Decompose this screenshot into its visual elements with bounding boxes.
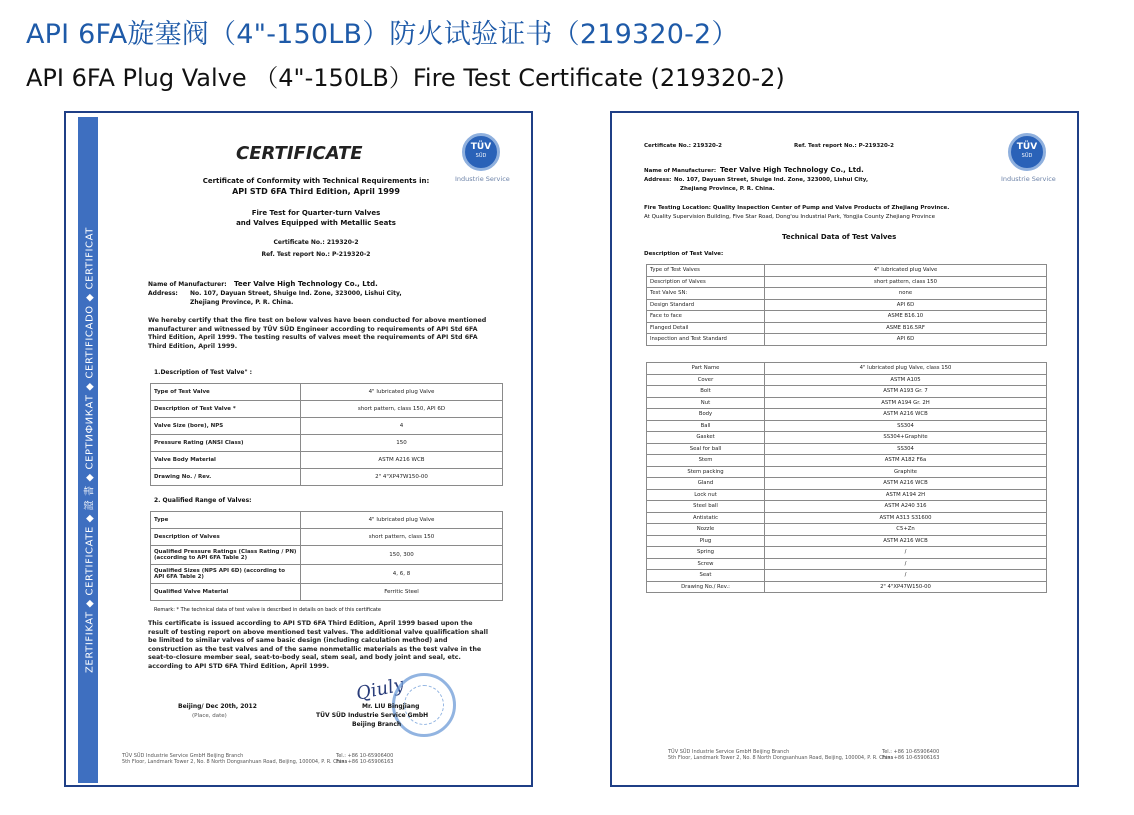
row-value: ASME B16.5RF <box>765 322 1047 334</box>
row-value: / <box>765 547 1047 559</box>
signer-organization: TÜV SÜD Industrie Service GmbH <box>316 712 429 719</box>
row-label: Flanged Detail <box>647 322 765 334</box>
certificate-side-band <box>78 117 98 783</box>
row-value: ASTM A240 316 <box>765 501 1047 513</box>
row-value: short pattern, class 150, API 6D <box>301 401 503 418</box>
handwritten-signature: Qiuly <box>354 674 406 705</box>
tuv-logo-text: TÜV <box>1016 142 1038 152</box>
table-row <box>151 584 503 601</box>
row-value: ASTM A216 WCB <box>765 478 1047 490</box>
table-row <box>151 384 503 401</box>
tuv-logo-text: TÜV <box>470 142 492 152</box>
section-1-title: 1.Description of Test Valve" : <box>154 369 253 376</box>
certify-statement: We hereby certify that the fire test on below valves have been conducted for above mentioned manufacturer and witnessed by TÜV SÜD Engineer according to requirements of API Std 6FA Third Edition, April 1999. The testing results of valves meet the requirements of API Std 6FA Third Edition, April 1999. <box>148 317 487 350</box>
manufacturer-name: Teer Valve High Technology Co., Ltd. <box>234 280 378 288</box>
row-label: Qualified Valve Material <box>151 584 301 601</box>
row-value: ASTM A216 WCB <box>765 535 1047 547</box>
row-label: Description of Valves <box>151 529 301 546</box>
row-value: 2" 4"XP47W150-00 <box>765 581 1047 593</box>
table-row <box>647 409 1047 421</box>
row-label: Stem <box>647 455 765 467</box>
table-row <box>647 570 1047 582</box>
tuv-logo-small: SÜD <box>475 153 487 159</box>
row-label: Bolt <box>647 386 765 398</box>
page-title-chinese: API 6FA旋塞阀（4"-150LB）防火试验证书（219320-2） <box>26 19 739 50</box>
row-label: Stem packing <box>647 466 765 478</box>
row-label: Face to face <box>647 311 765 323</box>
table-row <box>647 299 1047 311</box>
row-value: 150, 300 <box>301 546 503 565</box>
row-label: Type of Test Valve <box>151 384 301 401</box>
row-label: Screw <box>647 558 765 570</box>
table-row <box>647 397 1047 409</box>
footer-contact: Tel.: +86 10-65906400 Fax: +86 10-65906163 <box>336 753 394 765</box>
row-value: 4" lubricated plug Valve <box>301 512 503 529</box>
address-label: Address: <box>644 177 672 183</box>
table-row <box>647 420 1047 432</box>
row-value: ASTM A105 <box>765 374 1047 386</box>
table-row <box>647 265 1047 277</box>
section-2-title: 2. Qualified Range of Valves: <box>154 497 252 504</box>
row-value: none <box>765 288 1047 300</box>
row-label: Valve Size (bore), NPS <box>151 418 301 435</box>
parts-materials-table <box>646 362 1047 593</box>
table-row <box>647 443 1047 455</box>
row-value: 2" 4"XP47W150-00 <box>301 469 503 486</box>
test-valve-technical-table <box>646 264 1047 346</box>
ref-test-report-number: Ref. Test report No.: P-219320-2 <box>794 143 894 149</box>
place-date-label: (Place, date) <box>192 713 227 719</box>
address-line-1: No. 107, Dayuan Street, Shuige Ind. Zone, 323000, Lishui City, <box>190 290 402 297</box>
row-value: ASME B16.10 <box>765 311 1047 323</box>
technical-data-title: Technical Data of Test Valves <box>782 233 897 241</box>
qualified-range-table <box>150 511 503 601</box>
row-value: ASTM A193 Gr. 7 <box>765 386 1047 398</box>
table-row <box>151 401 503 418</box>
row-label: Type <box>151 512 301 529</box>
row-label: Type of Test Valves <box>647 265 765 277</box>
row-value: 4" lubricated plug Valve <box>301 384 503 401</box>
tuv-subtitle: Industrie Service <box>1001 175 1056 183</box>
remark-note: Remark: * The technical data of test valve is described in details on back of this certificate <box>154 607 381 613</box>
row-label: Body <box>647 409 765 421</box>
row-value: SS304 <box>765 443 1047 455</box>
row-value: / <box>765 570 1047 582</box>
row-label: Part Name <box>647 363 765 375</box>
row-label: Steel ball <box>647 501 765 513</box>
tuv-logo-small: SÜD <box>1021 153 1033 159</box>
address-label: Address: <box>148 290 178 297</box>
table-row <box>151 469 503 486</box>
row-label: Ball <box>647 420 765 432</box>
certificate-number: Certificate No.: 219320-2 <box>273 239 359 246</box>
row-label: Seat <box>647 570 765 582</box>
ref-test-report-number: Ref. Test report No.: P-219320-2 <box>261 251 371 258</box>
table-row <box>151 546 503 565</box>
row-value: ASTM A216 WCB <box>301 452 503 469</box>
fire-testing-location: Fire Testing Location: Quality Inspection Center of Pump and Valve Products of Zhejiang Province. <box>644 205 950 211</box>
row-value: 4, 6, 8 <box>301 565 503 584</box>
row-label: Drawing No. / Rev. <box>151 469 301 486</box>
certificate-number: Certificate No.: 219320-2 <box>644 143 722 149</box>
table-row <box>151 565 503 584</box>
row-label: Seal for ball <box>647 443 765 455</box>
signer-name: Mr. LIU Bingjiang <box>362 703 420 710</box>
test-valve-description-table <box>150 383 503 486</box>
table-row <box>647 386 1047 398</box>
tuv-subtitle: Industrie Service <box>455 175 510 183</box>
table-row <box>647 334 1047 346</box>
page-title-english: API 6FA Plug Valve （4"-150LB）Fire Test Certificate (219320-2) <box>26 64 785 92</box>
row-value: SS304 <box>765 420 1047 432</box>
table-row <box>647 558 1047 570</box>
manufacturer-name: Teer Valve High Technology Co., Ltd. <box>720 166 864 174</box>
table-row <box>647 512 1047 524</box>
row-label: Test Valve SN: <box>647 288 765 300</box>
row-label: Gasket <box>647 432 765 444</box>
row-value: API 6D <box>765 299 1047 311</box>
row-label: Valve Body Material <box>151 452 301 469</box>
row-value: ASTM A216 WCB <box>765 409 1047 421</box>
row-label: Antistatic <box>647 512 765 524</box>
row-label: Qualified Sizes (NPS API 6D) (according to API 6FA Table 2) <box>151 565 301 584</box>
certificate-title: CERTIFICATE <box>236 143 363 164</box>
table-row <box>647 478 1047 490</box>
row-label: Drawing No./ Rev.: <box>647 581 765 593</box>
fire-testing-address: At Quality Supervision Building, Five Star Road, Dong'ou Industrial Park, Yongjia County Zhejiang Province <box>644 214 935 220</box>
address-line-2: Zhejiang Province, P. R. China. <box>680 186 775 192</box>
table-row <box>151 435 503 452</box>
row-label: Nut <box>647 397 765 409</box>
row-label: Description of Valves <box>647 276 765 288</box>
row-label: Description of Test Valve * <box>151 401 301 418</box>
row-value: 150 <box>301 435 503 452</box>
row-label: Cover <box>647 374 765 386</box>
row-label: Qualified Pressure Ratings (Class Rating / PN) (according to API 6FA Table 2) <box>151 546 301 565</box>
footer-contact: Tel.: +86 10-65906400 Fax: +86 10-65906163 <box>882 749 940 761</box>
row-value: short pattern, class 150 <box>301 529 503 546</box>
table-row <box>647 535 1047 547</box>
footer-address: TÜV SÜD Industrie Service GmbH Beijing Branch 5th Floor, Landmark Tower 2, No. 8 North Dongsanhuan Road, Beijing, 100004, P. R. China <box>668 749 894 761</box>
table-row <box>647 501 1047 513</box>
table-row <box>647 322 1047 334</box>
row-value: C5+Zn <box>765 524 1047 536</box>
row-value: ASTM A194 2H <box>765 489 1047 501</box>
issue-statement: This certificate is issued according to API STD 6FA Third Edition, April 1999 based upon the result of testing report on above mentioned test valves. The additional valve qualification shall be limited to similar valves of same basic design (including calculation method) and construction as the test valves and of the same nonmetallic materials as the test valve in the seat-to-closure member seal, seat-to-body seal, stem seal, and body joint and seal, etc. according to API STD 6FA Third Edition, April 1999. <box>148 620 488 670</box>
table-row <box>647 311 1047 323</box>
table-row <box>647 489 1047 501</box>
table-row <box>647 432 1047 444</box>
row-label: Gland <box>647 478 765 490</box>
row-value: short pattern, class 150 <box>765 276 1047 288</box>
certificate-front-page <box>64 111 533 787</box>
table-row <box>151 529 503 546</box>
fire-test-line-2: and Valves Equipped with Metallic Seats <box>236 219 396 227</box>
description-title: Description of Test Valve: <box>644 251 724 257</box>
certificate-back-page <box>610 111 1079 787</box>
tuv-logo-icon <box>1008 133 1046 171</box>
row-label: Nozzle <box>647 524 765 536</box>
row-label: Design Standard <box>647 299 765 311</box>
table-row <box>647 276 1047 288</box>
row-label: Inspection and Test Standard <box>647 334 765 346</box>
side-band-text: ZERTIFIKAT ◆ CERTIFICATE ◆ 證 書 ◆ СЕРТИФИКАТ ◆ CERTIFICADO ◆ CERTIFICAT <box>84 226 96 674</box>
row-value: SS304+Graphite <box>765 432 1047 444</box>
table-row <box>647 288 1047 300</box>
footer-address: TÜV SÜD Industrie Service GmbH Beijing Branch 5th Floor, Landmark Tower 2, No. 8 North Dongsanhuan Road, Beijing, 100004, P. R. China <box>122 753 348 765</box>
table-row <box>647 547 1047 559</box>
table-row <box>647 581 1047 593</box>
row-value: API 6D <box>765 334 1047 346</box>
table-row <box>647 363 1047 375</box>
row-value: 4" lubricated plug Valve, class 150 <box>765 363 1047 375</box>
manufacturer-label: Name of Manufacturer: <box>644 168 717 174</box>
row-value: ASTM A194 Gr. 2H <box>765 397 1047 409</box>
row-label: Lock nut <box>647 489 765 501</box>
manufacturer-label: Name of Manufacturer: <box>148 281 227 288</box>
table-row <box>647 374 1047 386</box>
table-row <box>647 455 1047 467</box>
address-line-1: No. 107, Dayuan Street, Shuige Ind. Zone, 323000, Lishui City, <box>674 177 869 183</box>
row-value: / <box>765 558 1047 570</box>
fire-test-line-1: Fire Test for Quarter-turn Valves <box>251 209 381 217</box>
conformity-line-1: Certificate of Conformity with Technical Requirements in: <box>202 177 430 185</box>
table-row <box>151 452 503 469</box>
row-value: Graphite <box>765 466 1047 478</box>
row-value: 4 <box>301 418 503 435</box>
row-value: Ferritic Steel <box>301 584 503 601</box>
place-date: Beijing/ Dec 20th, 2012 <box>178 703 257 710</box>
conformity-line-2: API STD 6FA Third Edition, April 1999 <box>232 187 400 196</box>
row-label: Pressure Rating (ANSI Class) <box>151 435 301 452</box>
table-row <box>151 512 503 529</box>
row-value: ASTM A182 F6a <box>765 455 1047 467</box>
row-label: Plug <box>647 535 765 547</box>
row-value: ASTM A313 S31600 <box>765 512 1047 524</box>
signer-branch: Beijing Branch <box>352 721 402 728</box>
table-row <box>647 466 1047 478</box>
table-row <box>647 524 1047 536</box>
row-label: Spring <box>647 547 765 559</box>
address-line-2: Zhejiang Province, P. R. China. <box>190 299 294 306</box>
tuv-logo-icon <box>462 133 500 171</box>
table-row <box>151 418 503 435</box>
row-value: 4" lubricated plug Valve <box>765 265 1047 277</box>
